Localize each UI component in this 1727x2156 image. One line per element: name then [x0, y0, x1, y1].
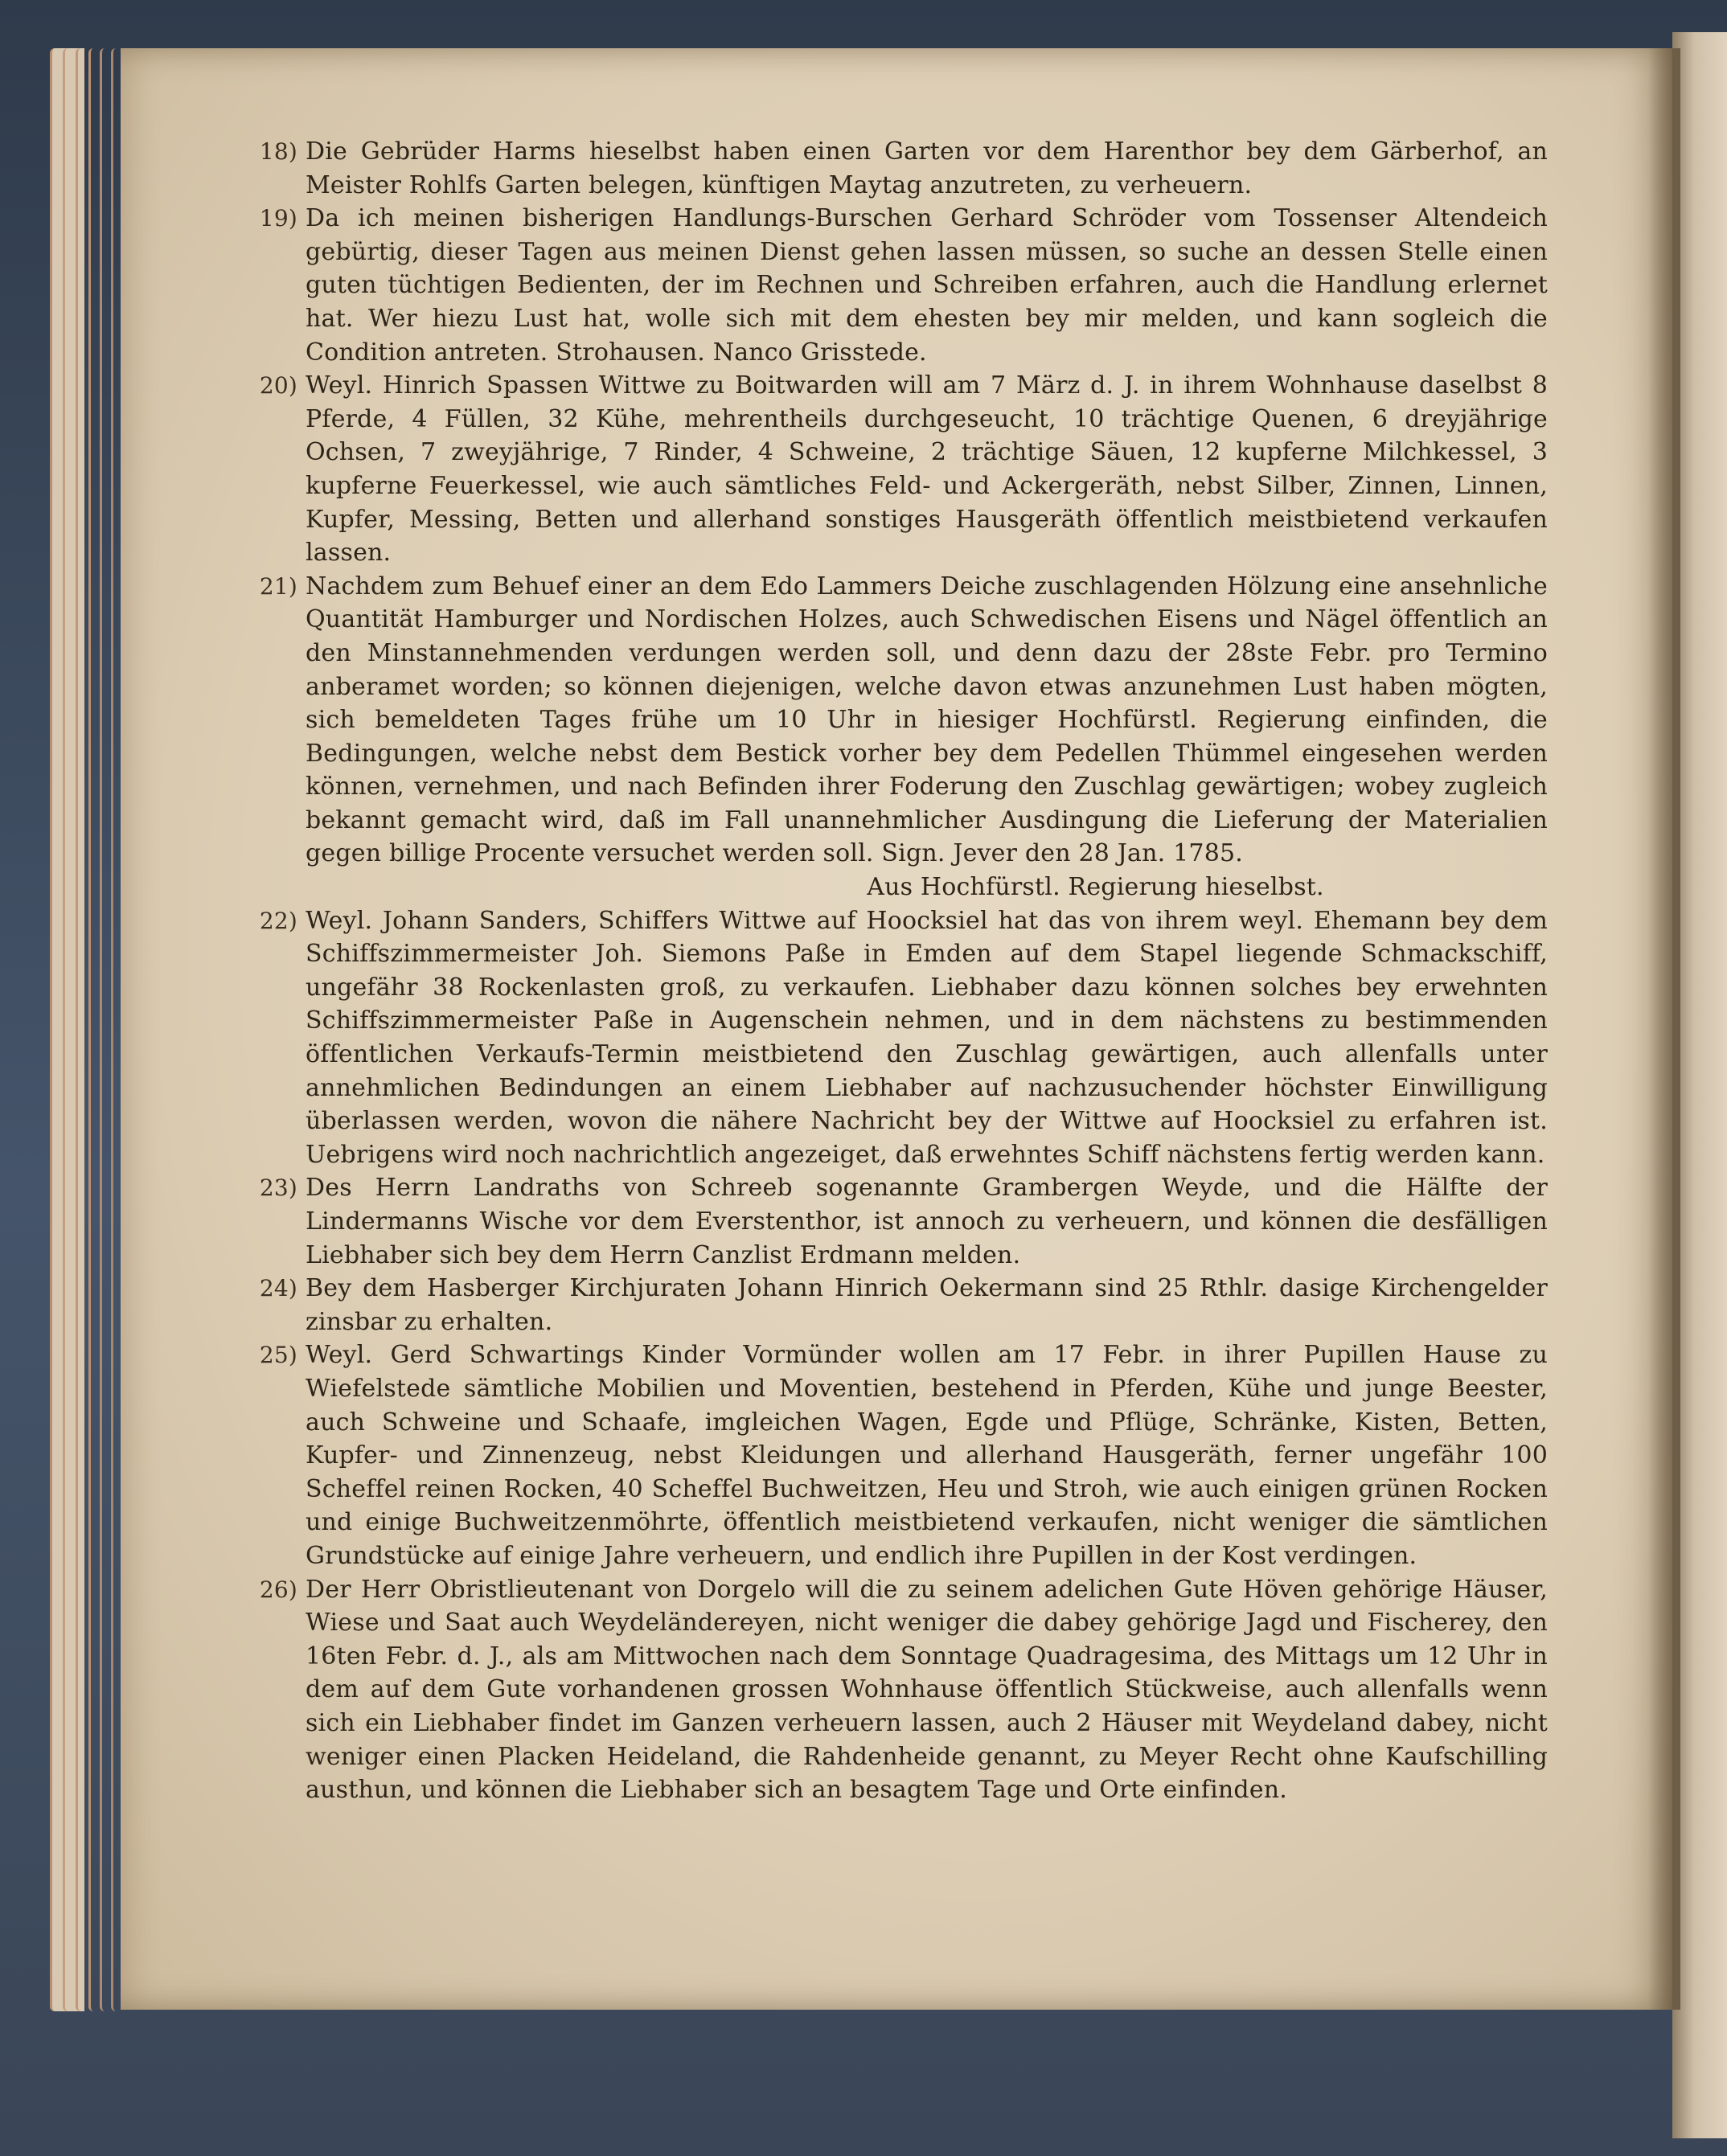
entry-text: Nachdem zum Behuef einer an dem Edo Lammers Deiche zuschlagenden Hölzung eine ansehnliche Quantität Hamburger und Nordischen Holzes, auch Schwedischen Eisens und Nägel öffentlich an den Minstannehmenden verdungen werden soll, und denn dazu der 28ste Febr. pro Termino anberamet worden; so können diejenigen, welche davon etwas anzunehmen Lust haben mögten, sich bemeldeten Tages frühe um 10 Uhr in hiesiger Hochfürstl. Regierung einfinden, die Bedingungen, welche nebst dem Bestick vorher bey dem Pedellen Thümmel eingesehen werden können, vernehmen, und nach Befinden ihrer Foderung den Zuschlag gewärtigen; wobey zugleich bekannt gemacht wird, daß im Fall unannehmlicher Ausdingung die Lieferung der Materialien gegen billige Procente versuchet werden soll. Sign. Jever den 28 Jan. 1785.	[306, 572, 1548, 868]
entry-number: 21)	[259, 572, 297, 600]
notice-entry	[259, 904, 1548, 1172]
signature-text: Aus Hochfürstl. Regierung hieselbst.	[867, 873, 1324, 902]
entry-number: 26)	[259, 1576, 297, 1603]
entry-number: 24)	[259, 1275, 297, 1302]
notice-entry	[259, 1171, 1548, 1272]
notice-entry	[259, 570, 1548, 904]
entry-text: Weyl. Johann Sanders, Schiffers Wittwe auf Hoocksiel hat das von ihrem weyl. Ehemann bey dem Schiffszimmermeister Joh. Siemons Paße in Emden auf dem Stapel liegende Schmackschiff, ungefähr 38 Rockenlasten groß, zu verkaufen. Liebhaber dazu können solches bey erwehnten Schiffszimmermeister Paße in Augenschein nehmen, und in dem nächstens zu bestimmenden öffentlichen Verkaufs-Termin meistbietend den Zuschlag gewärtigen, auch allenfalls unter annehmlichen Bedindungen an einem Liebhaber auf nachzusuchender höchster Einwilligung überlassen werden, wovon die nähere Nachricht bey der Wittwe auf Hoocksiel zu erfahren ist. Uebrigens wird noch nachrichtlich angezeiget, daß erwehntes Schiff nächstens fertig werden kann.	[306, 906, 1548, 1169]
entry-text: Bey dem Hasberger Kirchjuraten Johann Hinrich Oekermann sind 25 Rthlr. dasige Kirchengelder zinsbar zu erhalten.	[306, 1274, 1548, 1336]
notice-entry	[259, 202, 1548, 369]
entry-number: 19)	[259, 205, 297, 232]
entry-number: 20)	[259, 372, 297, 400]
entry-number: 23)	[259, 1174, 297, 1202]
notice-entry	[259, 135, 1548, 202]
notice-column	[259, 135, 1548, 1807]
book-gutter	[1648, 48, 1680, 2010]
entry-text: Des Herrn Landraths von Schreeb sogenannte Grambergen Weyde, und die Hälfte der Lindermanns Wische vor dem Everstenthor, ist annoch zu verheuern, und können die desfälligen Liebhaber sich bey dem Herrn Canzlist Erdmann melden.	[306, 1174, 1548, 1269]
notice-entry	[259, 369, 1548, 570]
notice-entry	[259, 1338, 1548, 1572]
entry-text: Weyl. Hinrich Spassen Wittwe zu Boitwarden will am 7 März d. J. in ihrem Wohnhause daselbst 8 Pferde, 4 Füllen, 32 Kühe, mehrentheils durchgeseucht, 10 trächtige Quenen, 6 dreyjährige Ochsen, 7 zweyjährige, 7 Rinder, 4 Schweine, 2 trächtige Säuen, 12 kupferne Milchkessel, 3 kupferne Feuerkessel, wie auch sämtliches Feld- und Ackergeräth, nebst Silber, Zinnen, Linnen, Kupfer, Messing, Betten und allerhand sonstiges Hausgeräth öffentlich meistbietend verkaufen lassen.	[306, 371, 1548, 568]
entry-number: 22)	[259, 907, 297, 934]
entry-text: Die Gebrüder Harms hieselbst haben einen Garten vor dem Harenthor bey dem Gärberhof, an Meister Rohlfs Garten belegen, künftigen Maytag anzutreten, zu verheuern.	[306, 137, 1548, 199]
entry-signature	[306, 871, 1548, 904]
entry-text: Da ich meinen bisherigen Handlungs-Burschen Gerhard Schröder vom Tossenser Altendeich gebürtig, dieser Tagen aus meinen Dienst gehen lassen müssen, so suche an dessen Stelle einen guten tüchtigen Bedienten, der im Rechnen und Schreiben erfahren, auch die Handlung erlernet hat. Wer hiezu Lust hat, wolle sich mit dem ehesten bey mir melden, und kann sogleich die Condition antreten. Strohausen. Nanco Grisstede.	[306, 204, 1548, 367]
entry-text: Der Herr Obristlieutenant von Dorgelo will die zu seinem adelichen Gute Höven gehörige Häuser, Wiese und Saat auch Weydeländereyen, nicht weniger die dabey gehörige Jagd und Fischerey, den 16ten Febr. d. J., als am Mittwochen nach dem Sonntage Quadragesima, des Mittags um 12 Uhr in dem auf dem Gute vorhandenen grossen Wohnhause öffentlich Stückweise, auch allenfalls wenn sich ein Liebhaber findet im Ganzen verheuern lassen, auch 2 Häuser mit Weydeland dabey, nicht weniger einen Placken Heideland, die Rahdenheide genannt, zu Meyer Recht ohne Kaufschilling austhun, und können die Liebhaber sich an besagtem Tage und Orte einfinden.	[306, 1575, 1548, 1805]
entry-text: Weyl. Gerd Schwartings Kinder Vormünder wollen am 17 Febr. in ihrer Pupillen Hause zu Wiefelstede sämtliche Mobilien und Moventien, bestehend in Pferden, Kühe und junge Beester, auch Schweine und Schaafe, imgleichen Wagen, Egde und Pflüge, Schränke, Kisten, Betten, Kupfer- und Zinnenzeug, nebst Kleidungen und allerhand Hausgeräth, ferner ungefähr 100 Scheffel reinen Rocken, 40 Scheffel Buchweitzen, Heu und Stroh, wie auch einigen grünen Rocken und einige Buchweitzenmöhrte, öffentlich meistbietend verkaufen, nicht weniger die sämtlichen Grundstücke auf einige Jahre verheuern, und endlich ihre Pupillen in der Kost verdingen.	[306, 1341, 1548, 1570]
notice-entry	[259, 1272, 1548, 1338]
entry-number: 25)	[259, 1342, 297, 1369]
entry-number: 18)	[259, 138, 297, 165]
facing-page-edge	[1672, 32, 1727, 2138]
notice-entry	[259, 1573, 1548, 1807]
